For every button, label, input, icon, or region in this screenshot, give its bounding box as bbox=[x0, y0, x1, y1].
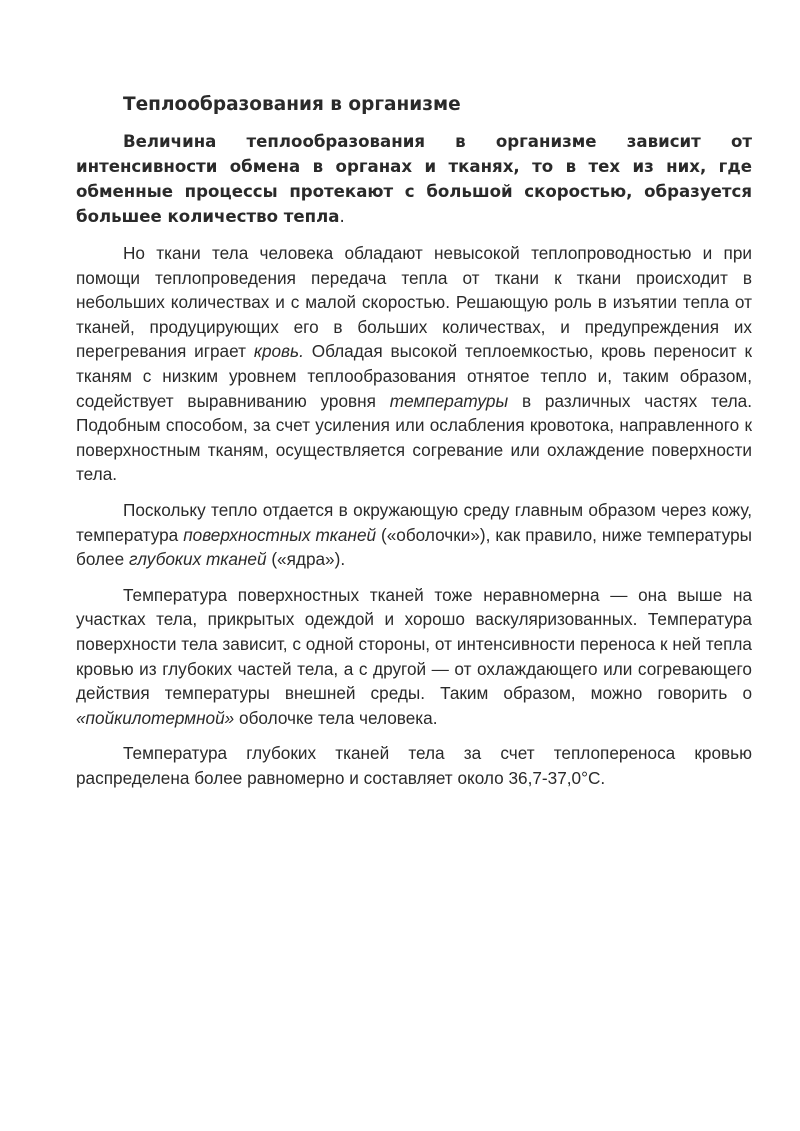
paragraph-4-text-1: Температура поверхностных тканей тоже неравномерна — она выше на участках тела, прикрытых одеждой и хорошо васкуляризованных. Температура поверхности тела зависит, с одной стороны, от интенсивности переноса к ней тепла кровью из глубоких частей тела, а с другой — от охлаждающего или согревающего действия температуры внешней среды. Таким образом, можно говорить о bbox=[76, 584, 752, 704]
paragraph-3-italic-1: поверхностных тканей bbox=[183, 524, 377, 545]
paragraph-3-italic-2: глубоких тканей bbox=[128, 549, 267, 570]
paragraph-2 bbox=[76, 241, 752, 487]
paragraph-3-text-3: («ядра»). bbox=[266, 549, 346, 570]
paragraph-2-text-2: Обладая высокой теплоемкостью, кровь переносит к тканям с низким уровнем теплообразования отнятое тепло и, таким образом, содействует выравниванию уровня bbox=[76, 341, 752, 411]
paragraph-3 bbox=[76, 498, 752, 572]
paragraph-3-text-1: Поскольку тепло отдается в окружающую среду главным образом через кожу, температура bbox=[76, 499, 752, 545]
paragraph-5 bbox=[76, 741, 752, 790]
paragraph-1-bold-text: Величина теплообразования в организме зависит от интенсивности обмена в органах и тканях, то в тех из них, где обменные процессы протекают с большой скоростью, образуется большее количество тепла bbox=[76, 132, 752, 226]
paragraph-1-tail: . bbox=[339, 207, 345, 226]
paragraph-2-text-1: Но ткани тела человека обладают невысокой теплопроводностью и при помощи теплопроведения передача тепла от ткани к ткани происходит в небольших количествах и с малой скоростью. Решающую роль в изъятии тепла от тканей, продуцирующих его в больших количествах, и предупреждения их перегревания играет bbox=[76, 243, 752, 362]
paragraph-2-text-3: в различных частях тела. Подобным способом, за счет усиления или ослабления кровотока, направленного к поверхностным тканям, осуществляется согревание или охлаждение поверхности тела. bbox=[76, 390, 753, 485]
paragraph-4-italic-1: «пойкилотермной» bbox=[76, 707, 235, 728]
paragraph-2-italic-2: температуры bbox=[389, 390, 509, 411]
paragraph-5-text-1: Температура глубоких тканей тела за счет теплопереноса кровью распределена более равномерно и составляет около 36,7-37,0°С. bbox=[76, 743, 752, 788]
paragraph-3-text-2: («оболочки»), как правило, ниже температуры более bbox=[76, 524, 752, 570]
paragraph-1 bbox=[76, 129, 752, 229]
paragraph-2-italic-1: кровь. bbox=[253, 341, 304, 362]
document-body bbox=[76, 93, 752, 801]
page-title: Теплообразования в организме bbox=[123, 94, 461, 115]
paragraph-4-text-2: оболочке тела человека. bbox=[234, 707, 438, 728]
paragraph-4 bbox=[76, 583, 752, 731]
